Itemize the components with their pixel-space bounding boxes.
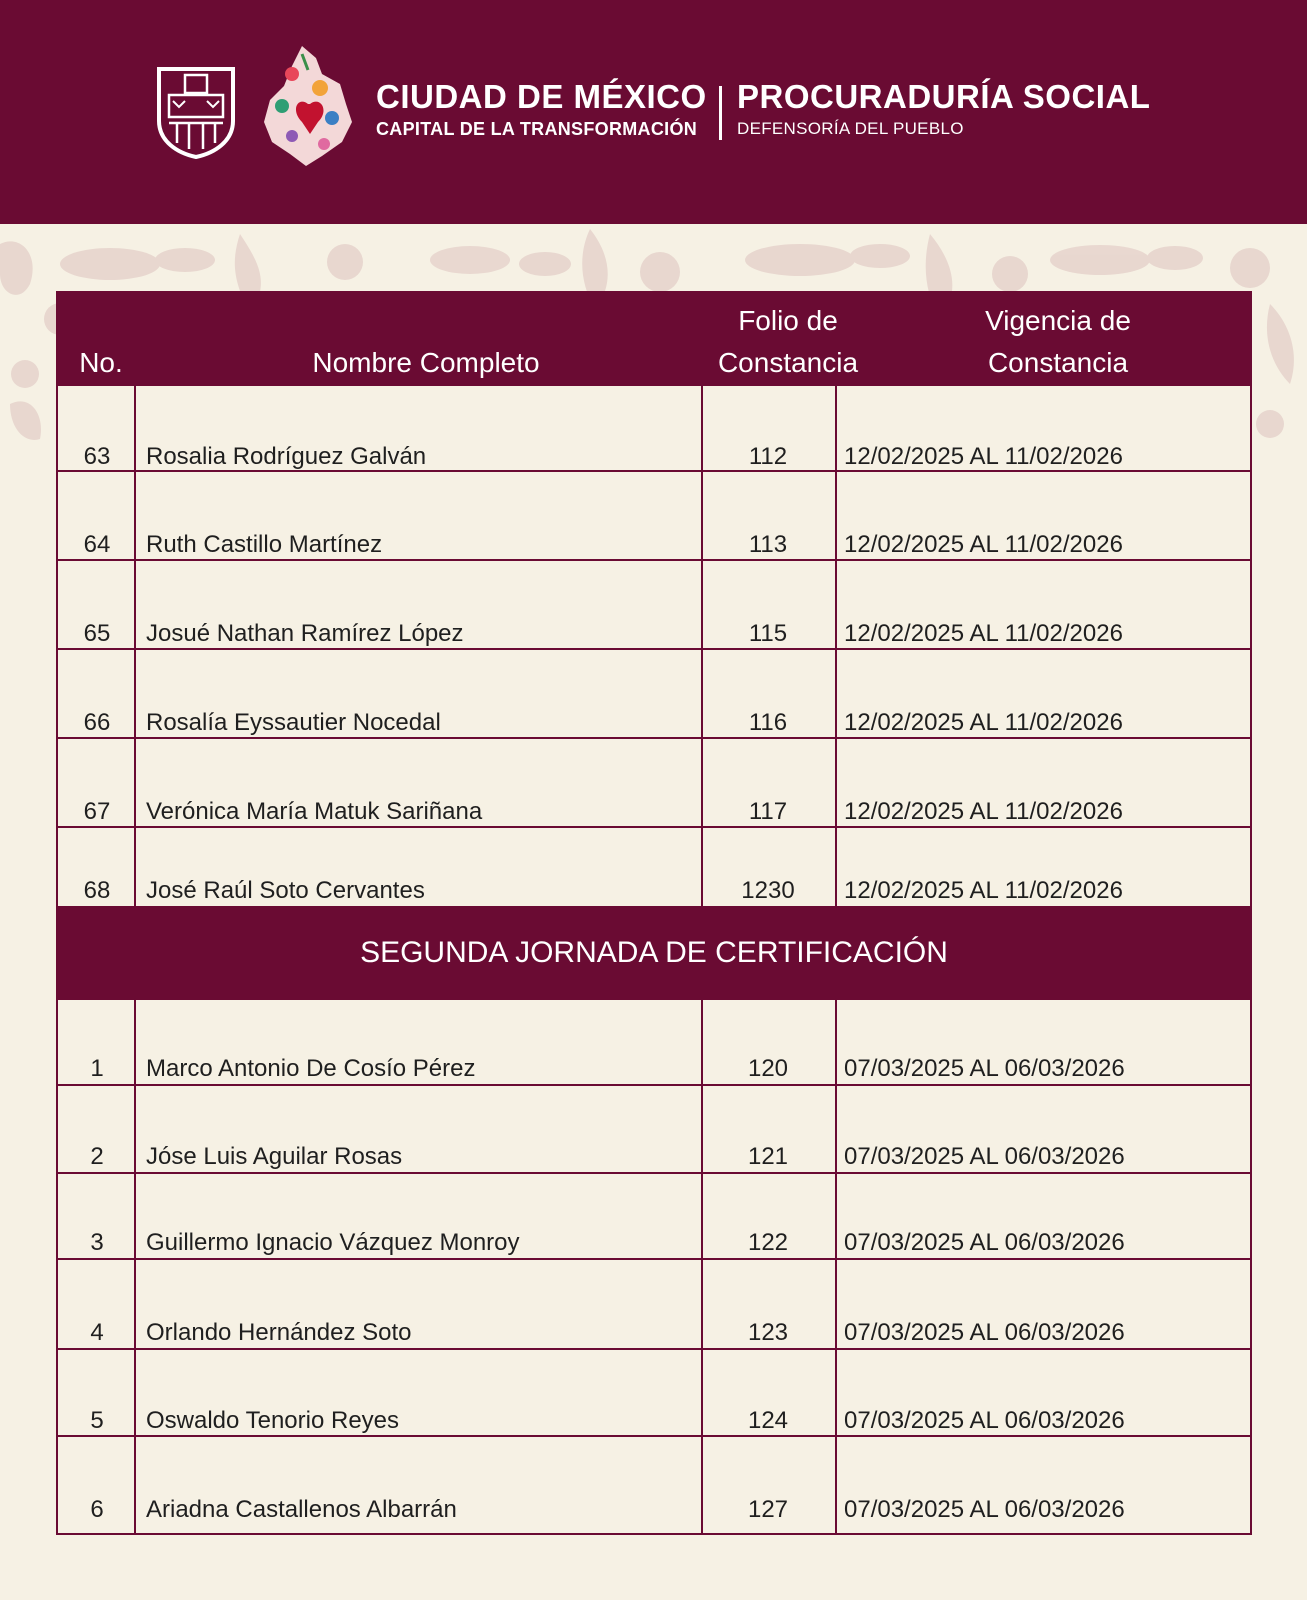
row-vigencia: 07/03/2025 AL 06/03/2026 <box>844 1229 1125 1256</box>
table-row <box>58 1350 1250 1436</box>
row-number: 6 <box>90 1496 104 1523</box>
row-number: 5 <box>90 1407 104 1434</box>
row-name: Orlando Hernández Soto <box>146 1319 412 1346</box>
row-name: Josué Nathan Ramírez López <box>146 620 464 647</box>
row-number: 3 <box>90 1229 104 1256</box>
column-header-folio-line2: Constancia <box>717 347 859 378</box>
table-row <box>58 1260 1250 1348</box>
row-number: 63 <box>83 443 111 470</box>
row-name: Jóse Luis Aguilar Rosas <box>146 1143 403 1170</box>
row-folio: 113 <box>748 531 788 558</box>
column-header-folio <box>688 300 888 384</box>
table-row <box>58 828 1250 906</box>
row-name: Marco Antonio De Cosío Pérez <box>146 1055 476 1082</box>
row-name: Verónica María Matuk Sariñana <box>146 798 483 825</box>
row-folio: 124 <box>747 1407 789 1434</box>
row-number: 65 <box>83 620 111 647</box>
table-row <box>58 1086 1250 1172</box>
table-row <box>58 650 1250 738</box>
table-row <box>58 739 1250 827</box>
row-number: 1 <box>90 1055 104 1082</box>
row-vigencia: 07/03/2025 AL 06/03/2026 <box>844 1496 1125 1523</box>
row-number: 4 <box>90 1319 104 1346</box>
row-folio: 121 <box>747 1143 789 1170</box>
table-row <box>58 1437 1250 1525</box>
header-banner <box>0 0 1307 224</box>
section-title: SEGUNDA JORNADA DE CERTIFICACIÓN <box>58 906 1250 1000</box>
row-name: Rosalia Rodríguez Galván <box>146 443 427 470</box>
table-row <box>58 1174 1250 1258</box>
row-vigencia: 12/02/2025 AL 11/02/2026 <box>844 798 1123 825</box>
city-title: CIUDAD DE MÉXICO <box>376 78 707 115</box>
row-number: 67 <box>83 798 111 825</box>
row-number: 66 <box>83 709 111 736</box>
row-number: 68 <box>83 877 111 904</box>
row-name: José Raúl Soto Cervantes <box>146 877 425 904</box>
row-folio: 116 <box>748 709 788 736</box>
org-brand <box>737 77 1150 141</box>
row-name: Oswaldo Tenorio Reyes <box>146 1407 400 1434</box>
row-name: Ariadna Castallenos Albarrán <box>146 1496 457 1523</box>
city-subtitle: CAPITAL DE LA TRANSFORMACIÓN <box>376 119 698 139</box>
row-folio: 115 <box>748 620 788 647</box>
row-vigencia: 07/03/2025 AL 06/03/2026 <box>844 1319 1125 1346</box>
brand-divider <box>719 86 722 140</box>
cdmx-coat-of-arms-icon <box>155 65 237 159</box>
table-row <box>58 1000 1250 1084</box>
row-vigencia: 07/03/2025 AL 06/03/2026 <box>844 1143 1125 1170</box>
column-header-vigencia-line2: Constancia <box>987 347 1129 378</box>
row-folio: 1230 <box>741 877 795 904</box>
table-row <box>58 472 1250 560</box>
table-header <box>58 293 1250 386</box>
row-folio: 123 <box>747 1319 789 1346</box>
column-header-vigencia-line1: Vigencia de <box>985 305 1131 336</box>
row-folio: 122 <box>747 1229 789 1256</box>
org-subtitle: DEFENSORÍA DEL PUEBLO <box>737 119 964 138</box>
certificates-table <box>56 291 1252 1535</box>
row-vigencia: 12/02/2025 AL 11/02/2026 <box>844 709 1123 736</box>
row-vigencia: 12/02/2025 AL 11/02/2026 <box>844 620 1123 647</box>
column-header-no: No. <box>79 347 123 378</box>
row-folio: 120 <box>747 1055 789 1082</box>
row-number: 2 <box>90 1143 104 1170</box>
table-row <box>58 561 1250 649</box>
row-folio: 112 <box>748 443 788 470</box>
table-row <box>58 386 1250 472</box>
row-vigencia: 07/03/2025 AL 06/03/2026 <box>844 1055 1125 1082</box>
row-name: Guillermo Ignacio Vázquez Monroy <box>146 1229 520 1256</box>
row-vigencia: 07/03/2025 AL 06/03/2026 <box>844 1407 1125 1434</box>
row-vigencia: 12/02/2025 AL 11/02/2026 <box>844 531 1123 558</box>
row-folio: 117 <box>748 798 788 825</box>
row-name: Ruth Castillo Martínez <box>146 531 383 558</box>
row-folio: 127 <box>747 1496 789 1523</box>
row-vigencia: 12/02/2025 AL 11/02/2026 <box>844 443 1123 470</box>
column-header-folio-line1: Folio de <box>738 305 838 336</box>
column-header-name: Nombre Completo <box>312 347 540 378</box>
city-brand <box>376 77 707 141</box>
org-title: PROCURADURÍA SOCIAL <box>737 78 1151 115</box>
row-name: Rosalía Eyssautier Nocedal <box>146 709 441 736</box>
column-header-vigencia <box>878 300 1238 384</box>
cdmx-map-logo-icon <box>262 44 354 168</box>
row-number: 64 <box>83 531 111 558</box>
row-vigencia: 12/02/2025 AL 11/02/2026 <box>844 877 1123 904</box>
